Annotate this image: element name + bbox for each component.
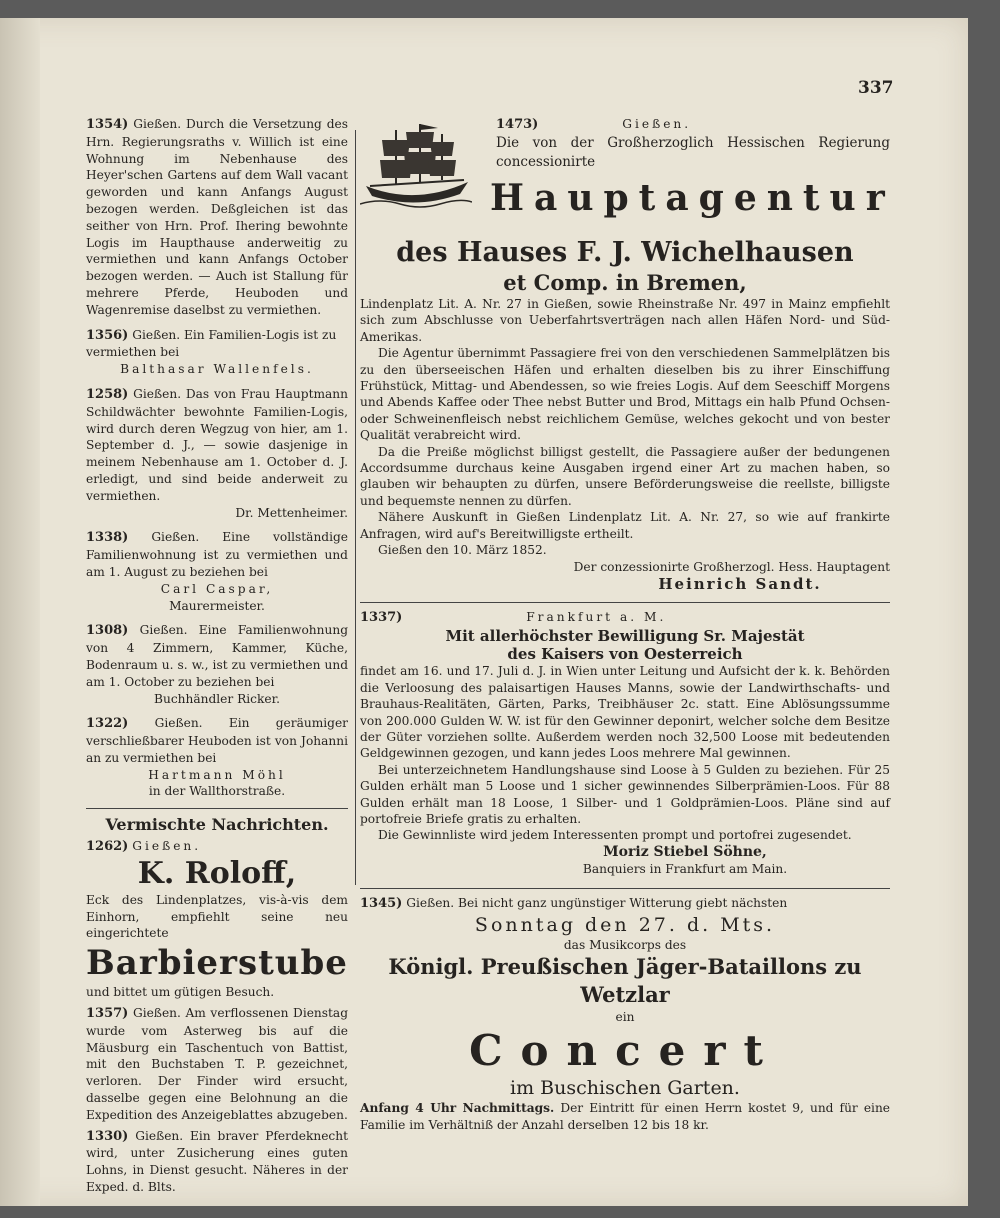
page-number: 337 [858,78,894,98]
ad-signature: Balthasar Wallenfels. [120,362,314,377]
ad-number: 1473) [496,117,539,132]
right-column [360,116,895,1134]
concert-date: Sonntag den 27. d. Mts. [474,913,776,936]
concert-venue: im Buschischen Garten. [510,1077,740,1100]
ad-signature: Carl Caspar, [160,581,274,596]
ad-signature-address: in der Wallthorstraße. [148,784,286,799]
section-rule [360,888,890,889]
ad-text: Bei unterzeichnetem Handlungshause sind Loose à 5 Gulden zu beziehen. Für 25 Gulden erhält man 5 Loose und 1 sicher gewinnendes Silberprämien-Loos. Für 88 Gulden erhält man 18 Loose, 1 Silber- und 1 Goldprämien-Loos. Pläne sind auf portofreie Briefe gratis zu erhalten. [360,762,890,826]
ad-1262-header [86,838,348,856]
ad-number: 1356) [86,327,129,343]
ad-1338 [86,529,348,580]
ad-text: Gießen. Das von Frau Hauptmann Schildwächter bewohnte Familien-Logis, wird durch deren Wegzug von hier, am 1. September d. J., — sowie dasjenige in meinem Nebenhause am 1. October d. J. erledigt, und sind beide anderweit zu vermiethen. [86,386,349,503]
shop-owner-name: K. Roloff, [137,855,297,891]
ad-place: Gießen. [132,839,202,854]
ad-text: Gießen. Ein Familien-Logis ist zu vermiethen bei [86,327,337,360]
concert-band-intro: das Musikcorps des [563,937,687,952]
ad-number: 1338) [86,530,129,546]
ad-signature: Heinrich Sandt. [658,574,822,593]
ad-place: Frankfurt a. M. [526,610,667,625]
ad-text: Gießen. Ein braver Pferdeknecht wird, unter Zusicherung eines guten Lohns, in Dienst gesucht. Näheres in der Exped. d. Blts. [86,1128,348,1195]
ad-text: Nähere Auskunft in Gießen Lindenplatz Lit. A. Nr. 27, so wie auf frankirte Anfragen, wird auf's Bereitwilligste ertheilt. [360,510,890,541]
ad-signature-role: Banquiers in Frankfurt am Main. [582,861,788,876]
ad-number: 1308) [86,623,129,639]
ad-number: 1357) [86,1006,129,1022]
ad-text: Gießen. Eine vollständige Familienwohnung ist zu vermiethen und am 1. August zu beziehen bei [86,530,349,579]
column-divider [355,130,356,885]
ad-1356 [86,327,348,362]
concert-start-time: Anfang 4 Uhr Nachmittags. [360,1101,555,1116]
ad-number: 1330) [86,1128,129,1144]
ad-text: Die Agentur übernimmt Passagiere frei von den verschiedenen Sammelplätzen bis zu den überseeischen Häfen und erhalten dieselben bis zu ihrer Einschiffung Frühstück, Mittag- und Abendessen, so wie freies Logis. Auf dem Seeschiff Morgens und Abends Kaffee oder Thee nebst Butter und Brod, Mittags ein halb Pfund Ochsen- oder Schweinenfleisch nebst reichlichem Gemüse, welches gekocht und von bester Qualität verabreicht wird. [360,346,890,443]
lottery-headline-2: des Kaisers von Oesterreich [507,645,743,664]
concert-details [360,1100,890,1134]
ad-1357 [86,1005,348,1124]
ad-signature: Buchhändler Ricker. [154,691,280,706]
section-rule [360,602,890,603]
ad-1322 [86,715,348,766]
ad-signature: Dr. Mettenheimer. [235,505,348,520]
ad-place: Gießen. [622,117,692,131]
ad-signature-title: Der conzessionirte Großherzogl. Hess. Hauptagent [573,559,890,574]
shop-headline: Barbierstube [86,943,348,984]
section-rule [86,808,348,809]
ship-icon [360,120,472,216]
ad-text: Lindenplatz Lit. A. Nr. 27 in Gießen, sowie Rheinstraße Nr. 497 in Mainz empfiehlt sich zum Abschlusse von Ueberfahrtsverträgen nach allen Häfen Nord- und Süd-Amerikas. [360,297,890,344]
ad-text: Die Gewinnliste wird jedem Interessenten prompt und portofrei zugesendet. [378,828,852,843]
ad-1258 [86,386,348,505]
ad-text: Da die Preiße möglichst billigst gestellt, die Passagiere außer der bedungenen Accordsumme durchaus keine Ausgaben irgend einer Art zu machen haben, so glauben wir behaupten zu dürfen, unsere Beförderungsweise die reellste, billigste und bequemste nennen zu dürfen. [360,444,890,508]
lottery-headline: Mit allerhöchster Bewilligung Sr. Majestät [445,627,805,646]
ad-number: 1354) [86,117,129,132]
ad-number: 1345) [360,895,403,911]
agency-company-name: des Hauses F. J. Wichelhausen [396,237,854,268]
agency-title: Hauptagentur [490,177,895,219]
ad-text: Gießen. Ein geräumiger verschließbarer Heuboden ist von Johanni an zu vermiethen bei [86,716,348,765]
concert-headline: Concert [469,1026,781,1076]
ad-text: Eck des Lindenplatzes, vis-à-vis dem Einhorn, empfiehlt seine neu eingerichtete [86,892,348,941]
ad-intro-text: Die von der Großherzoglich Hessischen Regierung concessionirte [496,134,890,170]
ad-1330 [86,1128,348,1196]
ad-text: und bittet um gütigen Besuch. [86,985,275,1000]
concert-admission: Der Eintritt für einen Herrn kostet 9, und für eine Familie im Verhältniß der Anzahl derselben 12 bis 18 kr. [360,1101,891,1132]
agency-company-city: et Comp. in Bremen, [503,270,747,295]
ad-text: Gießen. Bei nicht ganz ungünstiger Witterung giebt nächsten [406,895,788,910]
ad-number: 1258) [86,386,129,402]
ad-date: Gießen den 10. März 1852. [378,543,547,558]
ad-1337-header [360,609,890,627]
ad-number: 1337) [360,610,403,626]
left-column [86,116,348,1196]
concert-band-name: Königl. Preußischen Jäger-Bataillons zu Wetzlar [388,954,862,1008]
ad-signature: Hartmann Möhl [148,767,286,782]
section-title: Vermischte Nachrichten. [105,815,329,835]
ad-number: 1262) [86,839,129,855]
page-spine-shadow [0,18,40,1206]
ad-text: Gießen. Am verflossenen Dienstag wurde vom Asterweg bis auf die Mäusburg ein Taschentuch von Battist, mit den Buchstaben T. P. gezeichnet, verloren. Der Finder wird ersucht, dasselbe gegen eine Belohnung an die Expedition des Anzeigeblattes abzugeben. [86,1006,348,1122]
concert-ein: ein [615,1010,635,1025]
ad-1354 [86,116,348,319]
ship-ad-intro [496,116,890,172]
newspaper-page [0,18,968,1206]
ad-text: findet am 16. und 17. Juli d. J. in Wien unter Leitung und Aufsicht der k. k. Behörden die Verloosung des palaisartigen Hauses Manns, sowie der Landwirthschafts- und Brauhaus-Realitäten, Gärten, Parks, Treibhäuser 2c. statt. Eine Ablösungssumme von 200.000 Gulden W. W. ist für den Gewinner deponirt, welcher solche dem Besitze der Güter vorziehen sollte. Außerdem werden noch 32,500 Loose mit bedeutenden Geldgewinnen gezogen, und kann jedes Loos mehrere Mal gewinnen. [360,664,890,761]
ad-text: Gießen. Eine Familienwohnung von 4 Zimmern, Kammer, Küche, Bodenraum u. s. w., ist zu vermiethen und am 1. October zu beziehen bei [86,623,348,689]
ad-1345 [360,895,890,913]
ad-number: 1322) [86,716,129,732]
ad-text: Gießen. Durch die Versetzung des Hrn. Regierungsraths v. Willich ist eine Wohnung im Nebenhause des Heyer'schen Gartens auf dem Wall vacant geworden und kann Anfangs August bezogen werden. Deßgleichen ist das seither von Hrn. Prof. Ihering bewohnte Logis im Haupthause anderweitig zu vermiethen und kann Anfangs October bezogen werden. — Auch ist Stallung für mehrere Pferde, Heuboden und Wagenremise daselbst zu vermiethen. [86,117,348,317]
ad-signature-role: Maurermeister. [169,598,265,613]
ad-signature: Moriz Stiebel Söhne, [603,844,767,861]
ad-1308 [86,622,348,690]
ship-ad-header [360,116,895,236]
